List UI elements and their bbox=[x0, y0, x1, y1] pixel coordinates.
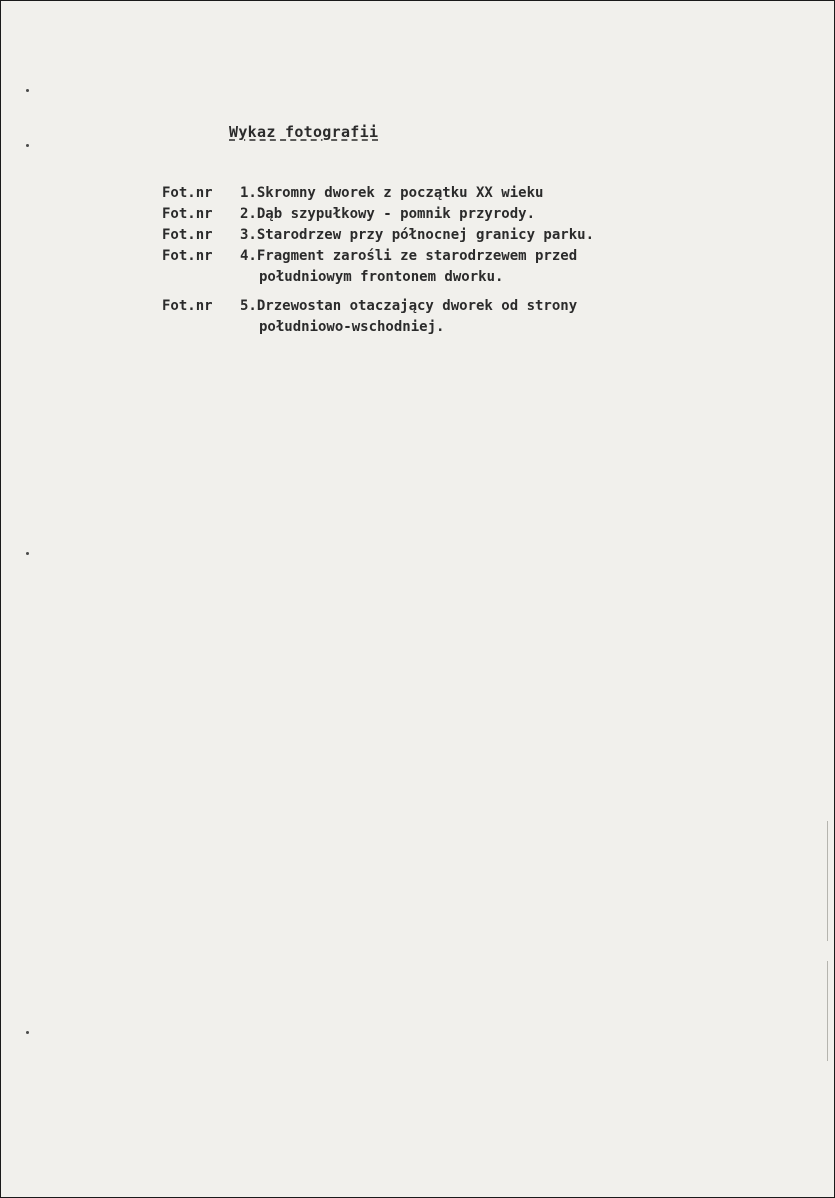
entry-text: 4.Fragment zarośli ze starodrzewem przed bbox=[240, 248, 578, 264]
punch-hole-mark bbox=[26, 144, 29, 147]
entry-text: 1.Skromny dworek z początku XX wieku bbox=[240, 185, 544, 201]
punch-hole-mark bbox=[26, 552, 29, 555]
entry-prefix: Fot.nr bbox=[162, 248, 213, 264]
entry-text-continuation: południowo-wschodniej. bbox=[259, 319, 445, 335]
list-item bbox=[162, 296, 722, 338]
paper-edge-mark bbox=[827, 961, 828, 1061]
photo-list bbox=[162, 183, 722, 338]
entry-text-continuation: południowym frontonem dworku. bbox=[259, 269, 504, 285]
list-item bbox=[162, 246, 722, 288]
list-item bbox=[162, 204, 722, 225]
punch-hole-mark bbox=[26, 1031, 29, 1034]
entry-prefix: Fot.nr bbox=[162, 206, 213, 222]
page-title: Wykaz fotografii bbox=[229, 123, 379, 141]
punch-hole-mark bbox=[26, 89, 29, 92]
entry-prefix: Fot.nr bbox=[162, 298, 213, 314]
list-item bbox=[162, 183, 722, 204]
entry-prefix: Fot.nr bbox=[162, 185, 213, 201]
list-item bbox=[162, 225, 722, 246]
entry-text: 5.Drzewostan otaczający dworek od strony bbox=[240, 298, 578, 314]
entry-text: 2.Dąb szypułkowy - pomnik przyrody. bbox=[240, 206, 536, 222]
entry-text: 3.Starodrzew przy północnej granicy parku. bbox=[240, 227, 595, 243]
entry-prefix: Fot.nr bbox=[162, 227, 213, 243]
paper-edge-mark bbox=[827, 821, 828, 941]
